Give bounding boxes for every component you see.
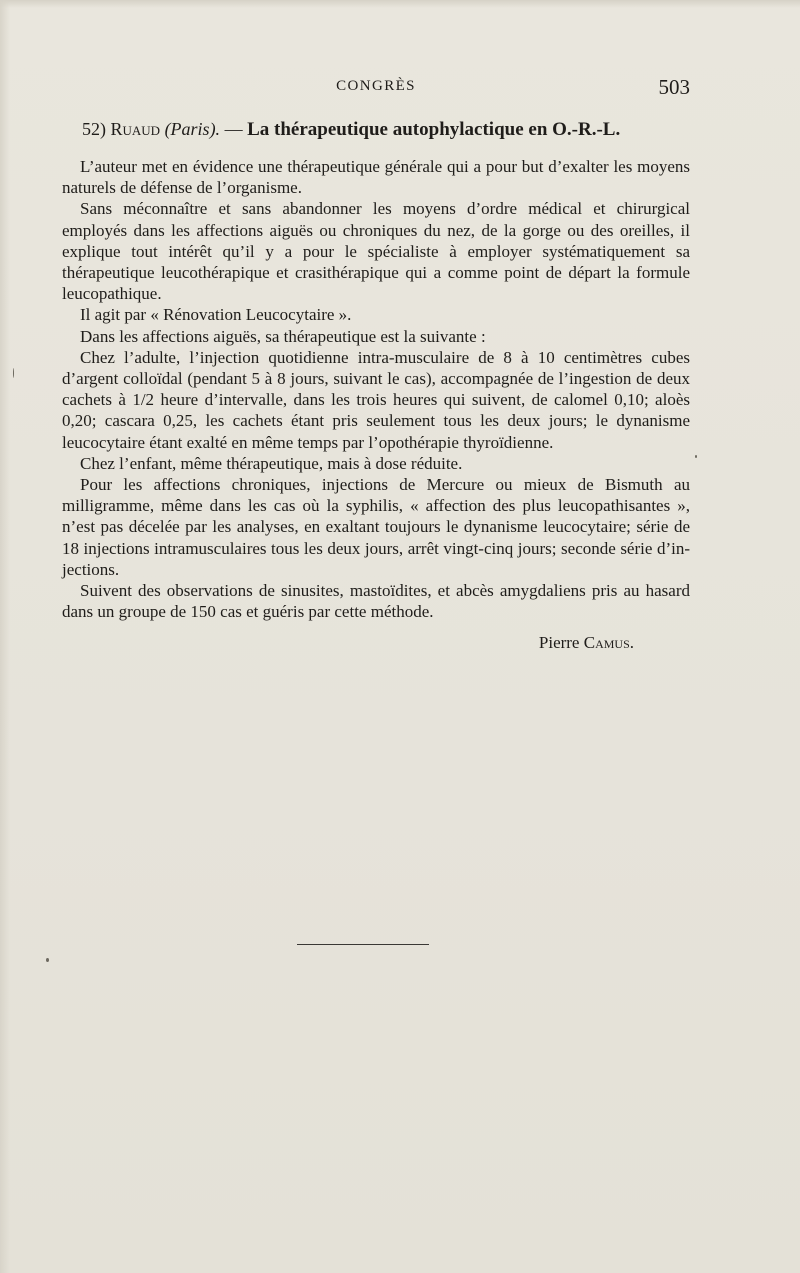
paper-speck [13,368,14,378]
paragraph-3: Il agit par « Rénovation Leucocytaire ». [80,305,352,325]
article-author: Ruaud [110,119,161,139]
article-heading [62,118,690,141]
paragraph-1: L’auteur met en évidence une thérapeutique générale qui a pour but d’exalter les moyens naturels de défense de l’organisme. [62,157,690,198]
paragraph-4: Dans les affections aiguës, sa thérapeutique est la suivante : [80,326,486,346]
section-divider [297,944,429,945]
signature-last-name: Camus. [583,633,634,653]
page-shadow-left [0,0,10,1273]
paragraph-2: Sans méconnaître et sans abandonner les moyens d’ordre médical et chirurgical employés dans les affections aiguës ou chroniques du nez, de la gorge ou des oreilles, il explique tout intérêt qu’il y a pour le spécialiste à employer systématiquement sa thérapeutique leucothérapique et crasithérapique qui a comme point de départ la formule leucopathique. [62,199,690,304]
article-number: 52) [82,119,106,139]
paragraph-5: Chez l’adulte, l’injection quotidienne intra-musculaire de 8 à 10 centimètres cubes d’argent colloïdal (pendant 5 à 8 jours, suivant le cas), accompagnée de l’ingestion de deux cachets à 1/2 heure d’intervalle, dans les trois heures qui suivent, de calomel 0,10; aloès 0,20; cascara 0,25, les cachets étant pris seulement tous les deux jours; le dynanisme leucocytaire étant exalté en même temps par l’opothérapie thyroïdienne. [62,347,690,452]
paper-speck [46,958,49,962]
paragraph-7: Pour les affections chroniques, injections de Mercure ou mieux de Bismuth au milligramme, même dans les cas où la syphilis, « affection des plus leucopathisantes », n’est pas décelée par les analyses, en exaltant toujours le dynanisme leucocytaire; série de 18 injections intramusculaires tous les deux jours, arrêt vingt-cinq jours; seconde série d’injections. [62,475,690,579]
article-city: (Paris). [164,119,221,139]
article-title: La thérapeutique autophylactique en O.-R.-L. [247,119,621,140]
paragraph-8: Suivent des observations de sinusites, mastoïdites, et abcès amygdaliens pris au hasard dans un groupe de 150 cas et guéris par cette méthode. [62,581,690,622]
page-shadow-top [0,0,800,8]
paragraph-6: Chez l’enfant, même thérapeutique, mais à dose réduite. [80,453,463,473]
page-number: 503 [658,75,690,99]
running-title: CONGRÈS [336,78,416,94]
signature-first-name: Pierre [538,633,580,653]
signature [62,632,634,653]
article-body [62,118,690,654]
paper-speck [695,455,697,458]
heading-dash: — [224,119,243,139]
running-head [62,75,690,99]
